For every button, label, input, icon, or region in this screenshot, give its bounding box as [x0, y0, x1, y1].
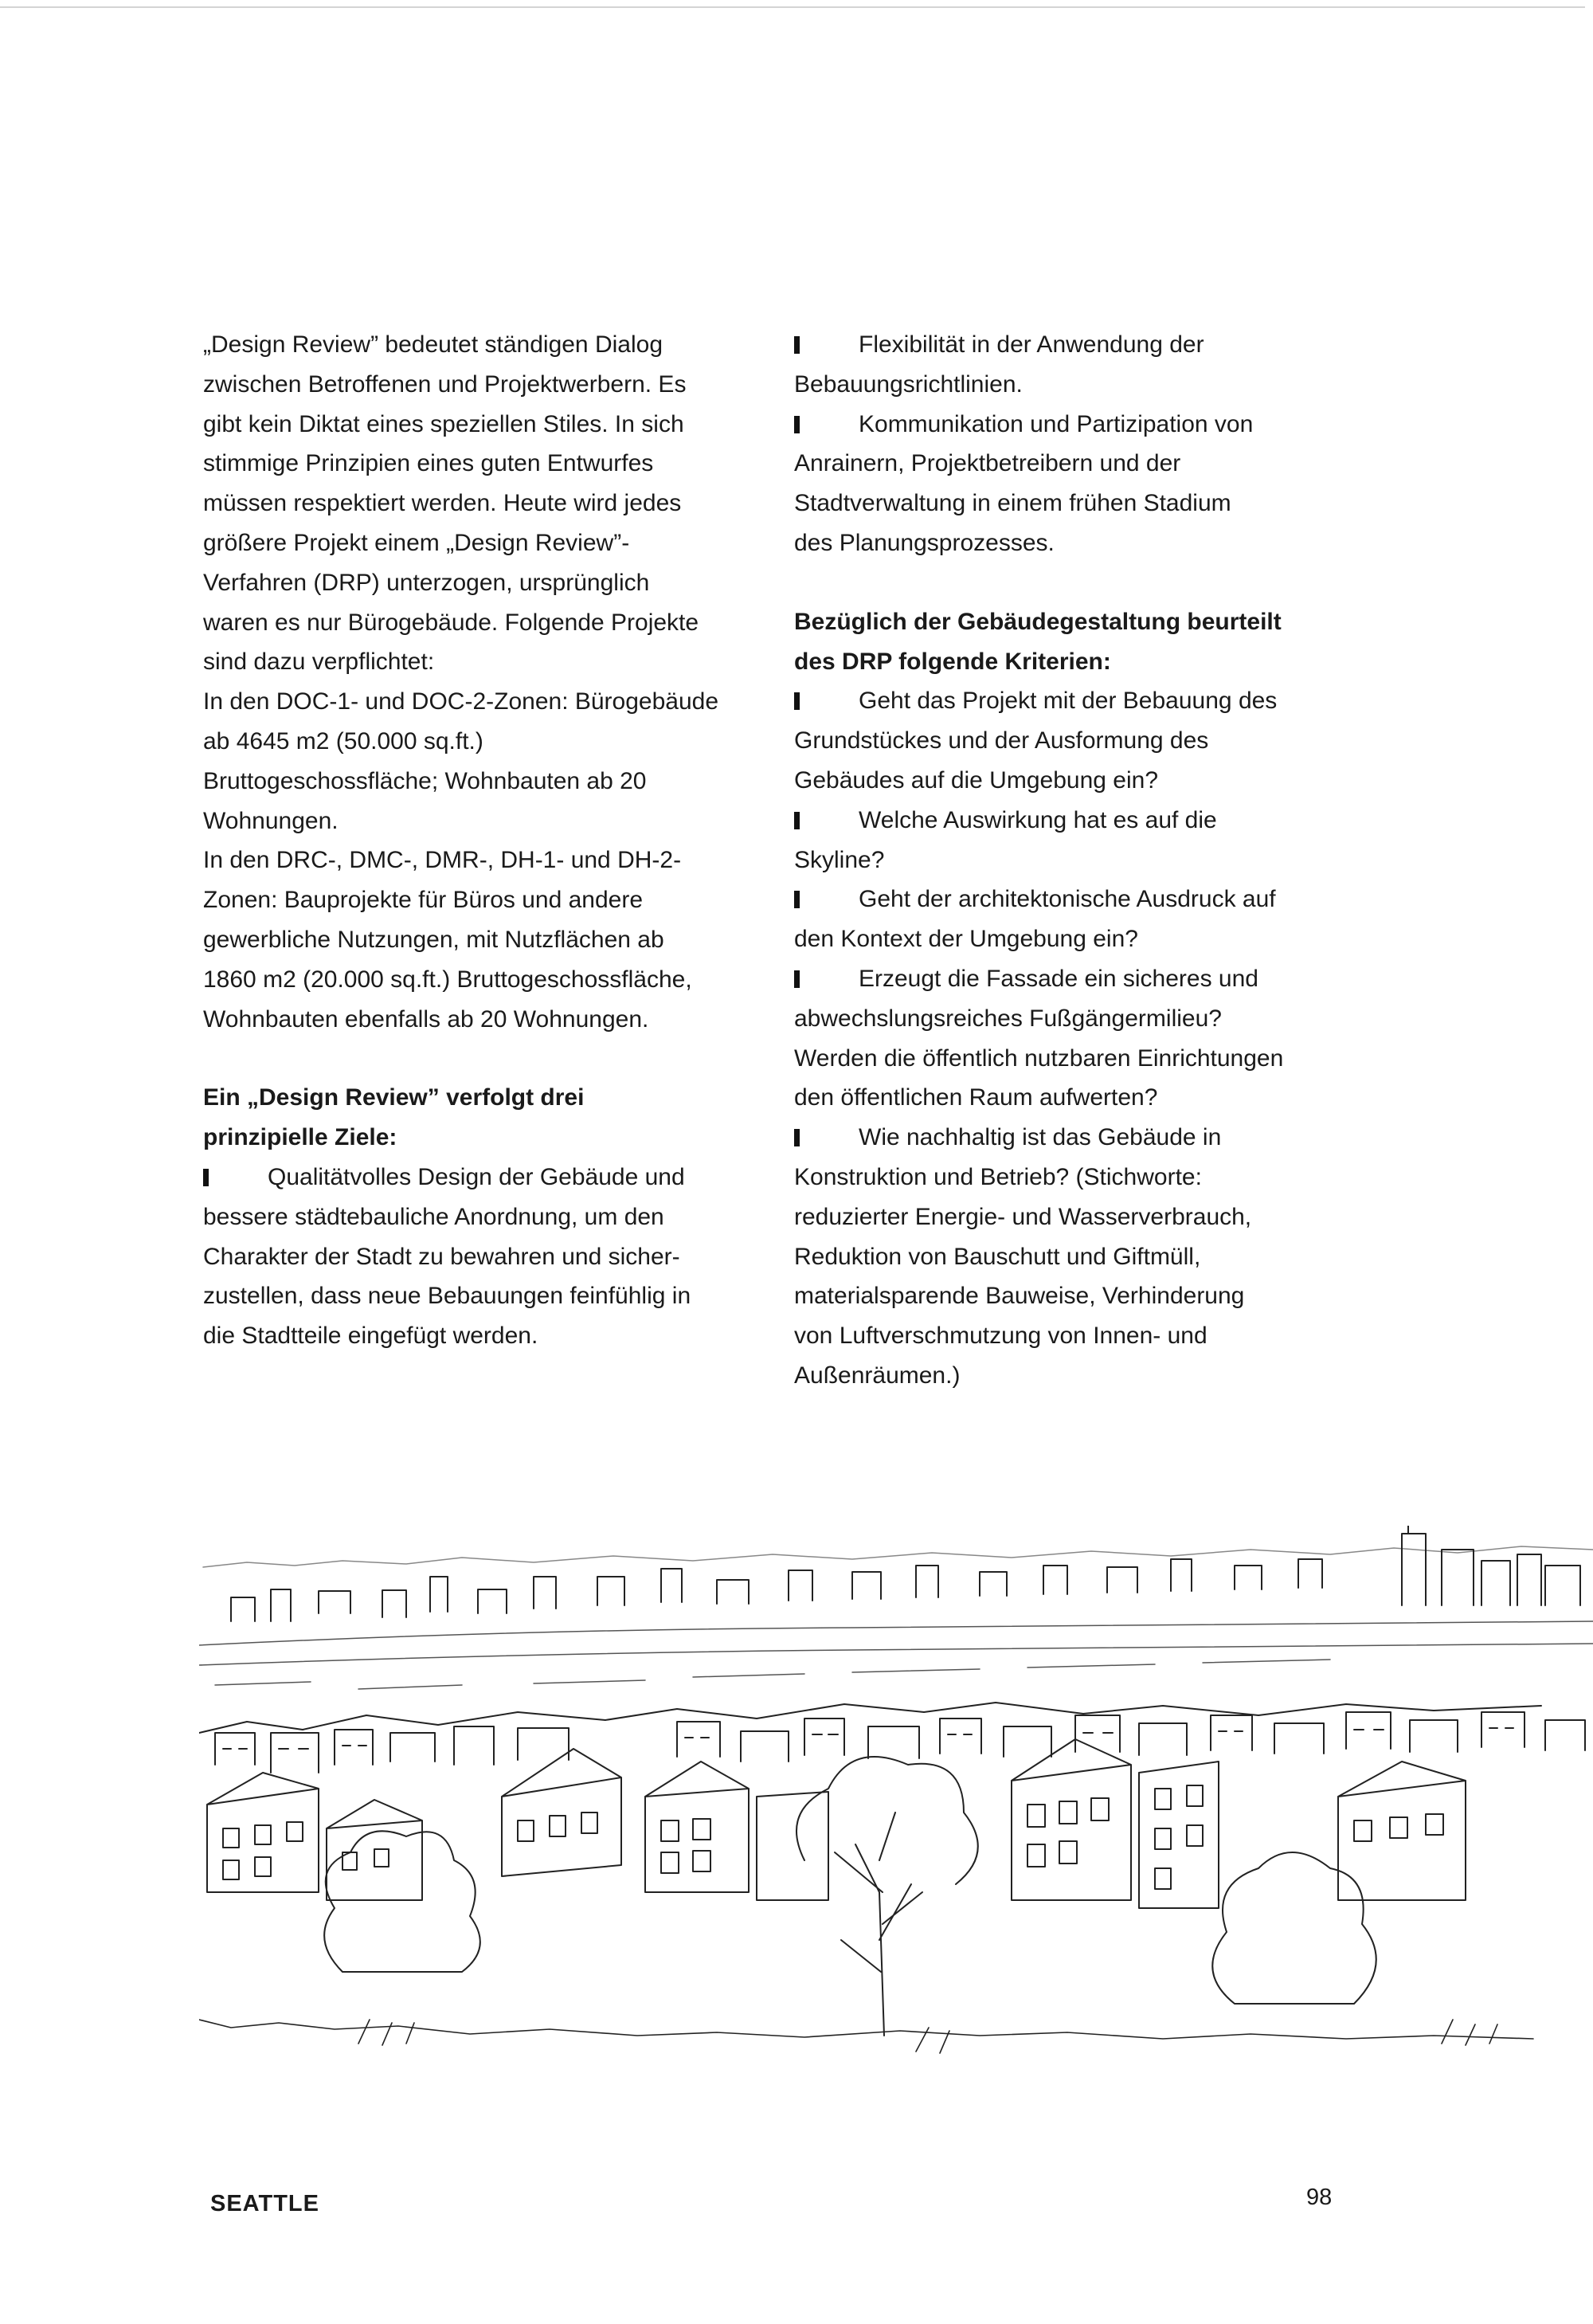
text-line: des Planungsprozesses. — [794, 529, 1055, 556]
text-line: Geht das Projekt mit der Bebauung des — [859, 688, 1278, 715]
bullet-marker — [794, 1129, 800, 1146]
text-line: reduzierter Energie- und Wasserverbrauch, — [794, 1203, 1252, 1230]
left-column — [203, 325, 745, 1356]
page-number: 98 — [1306, 2185, 1333, 2210]
text-line: Skyline? — [794, 846, 885, 873]
text-line: Stadtverwaltung in einem frühen Stadium — [794, 490, 1231, 517]
text-line: zwischen Betroffenen und Projektwerbern. Es — [203, 370, 687, 398]
text-line: Anrainern, Projektbetreibern und der — [794, 450, 1181, 477]
goal-item-3 — [794, 405, 1368, 563]
text-line: Wohnbauten ebenfalls ab 20 Wohnungen. — [203, 1005, 649, 1033]
waterfront — [199, 1621, 1593, 1689]
heading-line: Bezüglich der Gebäudegestaltung beurteilt — [794, 608, 1282, 635]
text-line: Charakter der Stadt zu bewahren und sicher- — [203, 1243, 680, 1270]
goals-heading — [203, 1078, 745, 1158]
text-line: ab 4645 m2 (50.000 sq.ft.) — [203, 727, 483, 754]
text-line: bessere städtebauliche Anordnung, um den — [203, 1203, 664, 1230]
text-line: „Design Review” bedeutet ständigen Dialog — [203, 331, 663, 358]
text-line: den Kontext der Umgebung ein? — [794, 926, 1138, 953]
text-line: Gebäudes auf die Umgebung ein? — [794, 766, 1159, 794]
criterion-item-5 — [794, 1118, 1368, 1396]
text-line: Außenräumen.) — [794, 1362, 961, 1389]
goal-item-1 — [203, 1158, 745, 1356]
text-line: Konstruktion und Betrieb? (Stichworte: — [794, 1163, 1202, 1190]
text-line: materialsparende Bauweise, Verhinderung — [794, 1283, 1245, 1310]
text-line: zustellen, dass neue Bebauungen feinfühlig in — [203, 1283, 691, 1310]
text-line: den öffentlichen Raum aufwerten? — [794, 1084, 1158, 1111]
bullet-marker — [794, 692, 800, 710]
text-line: Zonen: Bauprojekte für Büros und andere — [203, 887, 644, 914]
text-line: Wie nachhaltig ist das Gebäude in — [859, 1124, 1222, 1151]
text-line: Reduktion von Bauschutt und Giftmüll, — [794, 1243, 1201, 1270]
text-line: Geht der architektonische Ausdruck auf — [859, 886, 1276, 913]
text-line: Wohnungen. — [203, 807, 339, 834]
text-line: Flexibilität in der Anwendung der — [859, 331, 1204, 358]
text-line: waren es nur Bürogebäude. Folgende Projekte — [203, 609, 699, 636]
text-line: die Stadtteile eingefügt werden. — [203, 1323, 538, 1350]
goal-item-2 — [794, 325, 1368, 405]
text-line: Kommunikation und Partizipation von — [859, 410, 1254, 437]
text-line: von Luftverschmutzung von Innen- und — [794, 1323, 1207, 1350]
heading-line: des DRP folgende Kriterien: — [794, 648, 1111, 675]
text-line: Grundstückes und der Ausformung des — [794, 727, 1209, 754]
criterion-item-3 — [794, 880, 1368, 959]
heading-line: prinzipielle Ziele: — [203, 1124, 397, 1151]
criterion-item-4 — [794, 959, 1368, 1118]
text-line: sind dazu verpflichtet: — [203, 649, 435, 676]
text-line: 1860 m2 (20.000 sq.ft.) Bruttogeschossfläche, — [203, 966, 692, 993]
footer-section-title: SEATTLE — [210, 2191, 319, 2216]
criterion-item-2 — [794, 801, 1368, 880]
text-line: gewerbliche Nutzungen, mit Nutzflächen ab — [203, 926, 664, 953]
bullet-marker — [203, 1169, 209, 1186]
text-line: gibt kein Diktat eines speziellen Stiles. In sich — [203, 410, 684, 437]
text-line: größere Projekt einem „Design Review”- — [203, 529, 630, 556]
text-line: Welche Auswirkung hat es auf die — [859, 806, 1217, 833]
text-line: Bruttogeschossfläche; Wohnbauten ab 20 — [203, 767, 647, 794]
bullet-marker — [794, 336, 800, 354]
heading-line: Ein „Design Review” verfolgt drei — [203, 1084, 585, 1111]
criterion-item-1 — [794, 681, 1368, 800]
text-line: müssen respektiert werden. Heute wird jedes — [203, 490, 682, 517]
text-line: Qualitätvolles Design der Gebäude und — [268, 1163, 685, 1190]
text-line: Werden die öffentlich nutzbaren Einrichtungen — [794, 1044, 1284, 1072]
text-line: In den DRC-, DMC-, DMR-, DH-1- und DH-2- — [203, 847, 682, 874]
seattle-cityscape-sketch — [199, 1526, 1593, 2083]
bullet-marker — [794, 970, 800, 988]
top-rule — [0, 6, 1585, 8]
bullet-marker — [794, 812, 800, 829]
background-skyline — [203, 1526, 1593, 1621]
bullet-marker — [794, 891, 800, 908]
midground-city-blocks — [199, 1703, 1585, 1773]
criteria-heading — [794, 602, 1368, 682]
text-line: abwechslungsreiches Fußgängermilieu? — [794, 1005, 1222, 1032]
right-column — [794, 325, 1368, 1396]
text-line: Erzeugt die Fassade ein sicheres und — [859, 965, 1258, 992]
text-line: Verfahren (DRP) unterzogen, ursprünglich — [203, 569, 650, 596]
bullet-marker — [794, 416, 800, 433]
intro-paragraph — [203, 325, 745, 1039]
text-line: Bebauungsrichtlinien. — [794, 370, 1023, 398]
foreground-houses — [207, 1739, 1466, 1908]
ground-strokes — [199, 2020, 1533, 2053]
text-line: In den DOC-1- und DOC-2-Zonen: Bürogebäude — [203, 688, 719, 715]
text-line: stimmige Prinzipien eines guten Entwurfes — [203, 450, 654, 477]
